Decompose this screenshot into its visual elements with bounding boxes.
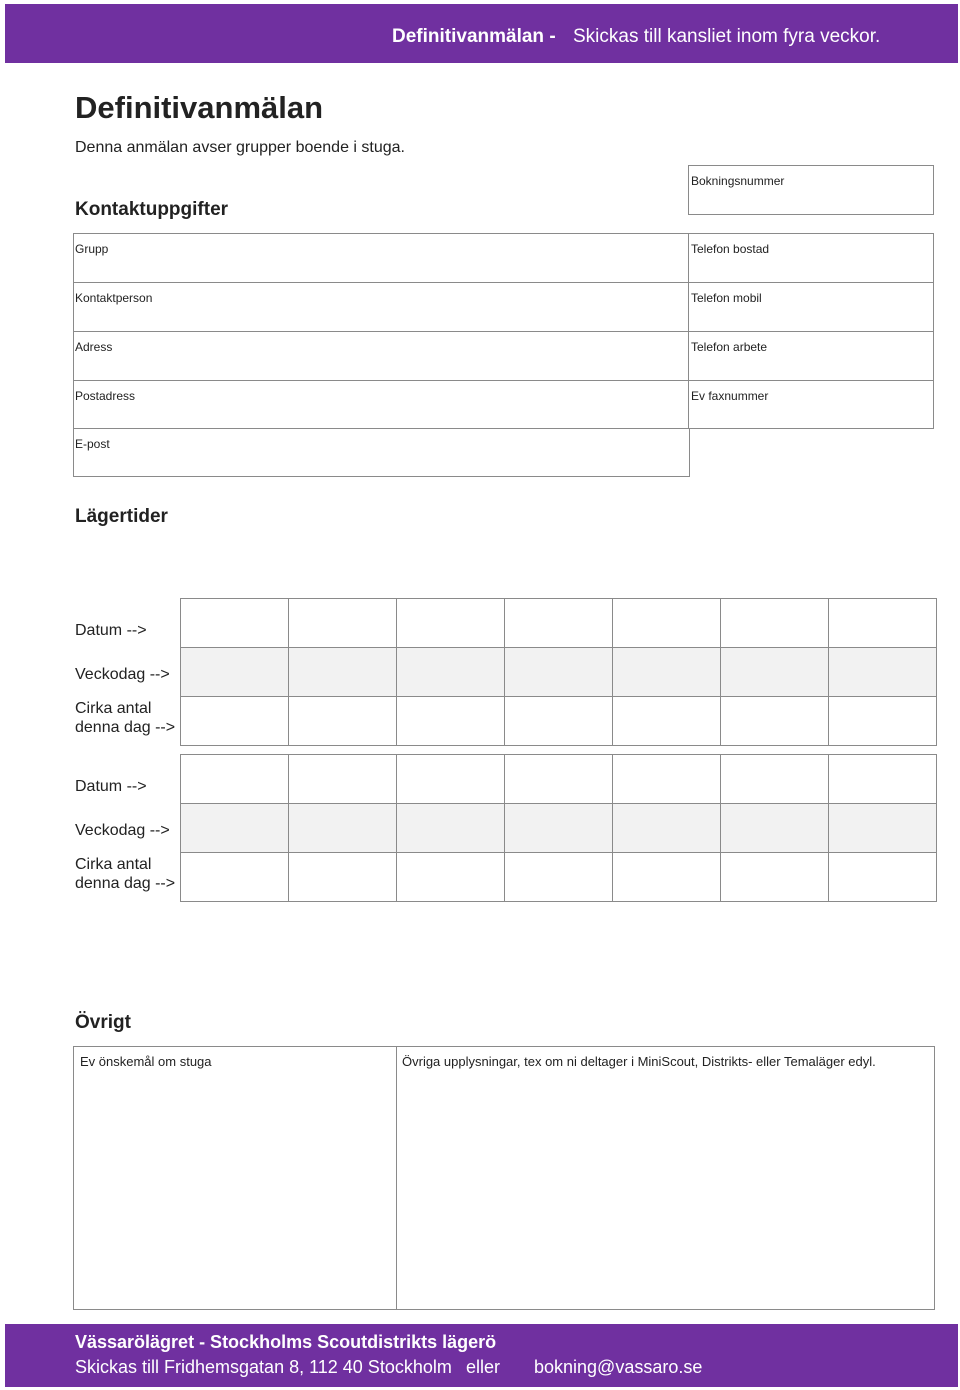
date-cell[interactable] — [397, 755, 505, 804]
footer-title: Vässarölägret - Stockholms Scoutdistrikts lägerö — [75, 1332, 497, 1352]
weekday-cell[interactable] — [829, 648, 937, 697]
count-cell[interactable] — [181, 853, 289, 902]
weekday-cell[interactable] — [397, 804, 505, 853]
date-cell[interactable] — [721, 755, 829, 804]
camp-times-heading: Lägertider — [75, 506, 168, 527]
count-label-line1: Cirka antal — [75, 700, 152, 717]
phone-home-label: Telefon bostad — [691, 242, 770, 256]
page-subtitle: Denna anmälan avser grupper boende i stuga. — [75, 139, 405, 156]
group-label: Grupp — [75, 242, 109, 256]
contact-person-label: Kontaktperson — [75, 291, 153, 305]
weekday-cell[interactable] — [181, 648, 289, 697]
weekday-cell[interactable] — [289, 648, 397, 697]
contact-heading: Kontaktuppgifter — [75, 199, 229, 220]
date-cell[interactable] — [613, 755, 721, 804]
footer-bar — [5, 1324, 958, 1387]
count-cell[interactable] — [181, 697, 289, 746]
date-row-label-2: Datum --> — [75, 778, 147, 795]
count-cell[interactable] — [397, 697, 505, 746]
fax-field[interactable] — [688, 380, 934, 429]
count-cell[interactable] — [505, 853, 613, 902]
postal-address-label: Postadress — [75, 389, 136, 403]
count-cell[interactable] — [505, 697, 613, 746]
count-row — [181, 853, 937, 902]
header-title: Definitivanmälan - — [392, 26, 556, 47]
other-info-field[interactable] — [397, 1047, 934, 1309]
date-cell[interactable] — [181, 755, 289, 804]
weekday-cell[interactable] — [721, 648, 829, 697]
weekday-cell[interactable] — [505, 804, 613, 853]
weekday-row — [181, 648, 937, 697]
weekday-cell[interactable] — [181, 804, 289, 853]
fax-label: Ev faxnummer — [691, 389, 769, 403]
weekday-cell[interactable] — [505, 648, 613, 697]
page-title: Definitivanmälan — [75, 90, 324, 125]
contact-person-field[interactable] — [73, 282, 690, 332]
weekday-row — [181, 804, 937, 853]
count-cell[interactable] — [613, 697, 721, 746]
count-cell[interactable] — [289, 697, 397, 746]
count-cell[interactable] — [829, 853, 937, 902]
date-cell[interactable] — [829, 755, 937, 804]
footer-or: eller — [466, 1357, 501, 1377]
count-label-line1: Cirka antal — [75, 856, 152, 873]
date-cell[interactable] — [289, 599, 397, 648]
booking-number-field[interactable] — [688, 165, 934, 215]
phone-work-label: Telefon arbete — [691, 340, 768, 354]
phone-work-field[interactable] — [688, 331, 934, 381]
other-heading: Övrigt — [75, 1012, 131, 1033]
date-row — [181, 599, 937, 648]
count-cell[interactable] — [289, 853, 397, 902]
weekday-cell[interactable] — [613, 648, 721, 697]
email-label: E-post — [75, 437, 110, 451]
postal-address-field[interactable] — [73, 380, 690, 430]
cabin-wish-label: Ev önskemål om stuga — [80, 1054, 212, 1069]
count-row — [181, 697, 937, 746]
count-cell[interactable] — [721, 853, 829, 902]
booking-number-label: Bokningsnummer — [691, 174, 785, 188]
footer-address: Skickas till Fridhemsgatan 8, 112 40 Stockholm — [75, 1357, 452, 1377]
weekday-cell[interactable] — [829, 804, 937, 853]
weekday-row-label: Veckodag --> — [75, 666, 170, 683]
count-cell[interactable] — [613, 853, 721, 902]
phone-home-field[interactable] — [688, 233, 934, 283]
weekday-row-label-2: Veckodag --> — [75, 822, 170, 839]
group-field[interactable] — [73, 233, 690, 283]
count-row-label-2 — [75, 855, 175, 893]
address-label: Adress — [75, 340, 113, 354]
weekday-cell[interactable] — [289, 804, 397, 853]
other-info-label: Övriga upplysningar, tex om ni deltager i MiniScout, Distrikts- eller Temaläger edyl. — [402, 1054, 876, 1069]
header-bar — [5, 4, 958, 63]
count-cell[interactable] — [721, 697, 829, 746]
weekday-cell[interactable] — [397, 648, 505, 697]
date-row — [181, 755, 937, 804]
date-cell[interactable] — [181, 599, 289, 648]
camp-grid-1 — [180, 598, 937, 746]
date-cell[interactable] — [505, 755, 613, 804]
footer-email[interactable]: bokning@vassaro.se — [534, 1357, 703, 1377]
date-cell[interactable] — [613, 599, 721, 648]
count-label-line2: denna dag --> — [75, 719, 176, 736]
date-cell[interactable] — [721, 599, 829, 648]
weekday-cell[interactable] — [613, 804, 721, 853]
phone-mobile-field[interactable] — [688, 282, 934, 332]
count-cell[interactable] — [397, 853, 505, 902]
date-cell[interactable] — [289, 755, 397, 804]
camp-grid-2 — [180, 754, 937, 902]
header-instruction: Skickas till kansliet inom fyra veckor. — [573, 26, 881, 47]
cabin-wish-field[interactable] — [74, 1047, 397, 1309]
other-box — [73, 1046, 935, 1310]
address-field[interactable] — [73, 331, 690, 381]
count-cell[interactable] — [829, 697, 937, 746]
count-label-line2: denna dag --> — [75, 875, 176, 892]
date-cell[interactable] — [829, 599, 937, 648]
email-field[interactable] — [73, 428, 690, 477]
date-cell[interactable] — [397, 599, 505, 648]
count-row-label — [75, 699, 175, 737]
weekday-cell[interactable] — [721, 804, 829, 853]
date-cell[interactable] — [505, 599, 613, 648]
date-row-label: Datum --> — [75, 622, 147, 639]
phone-mobile-label: Telefon mobil — [691, 291, 762, 305]
